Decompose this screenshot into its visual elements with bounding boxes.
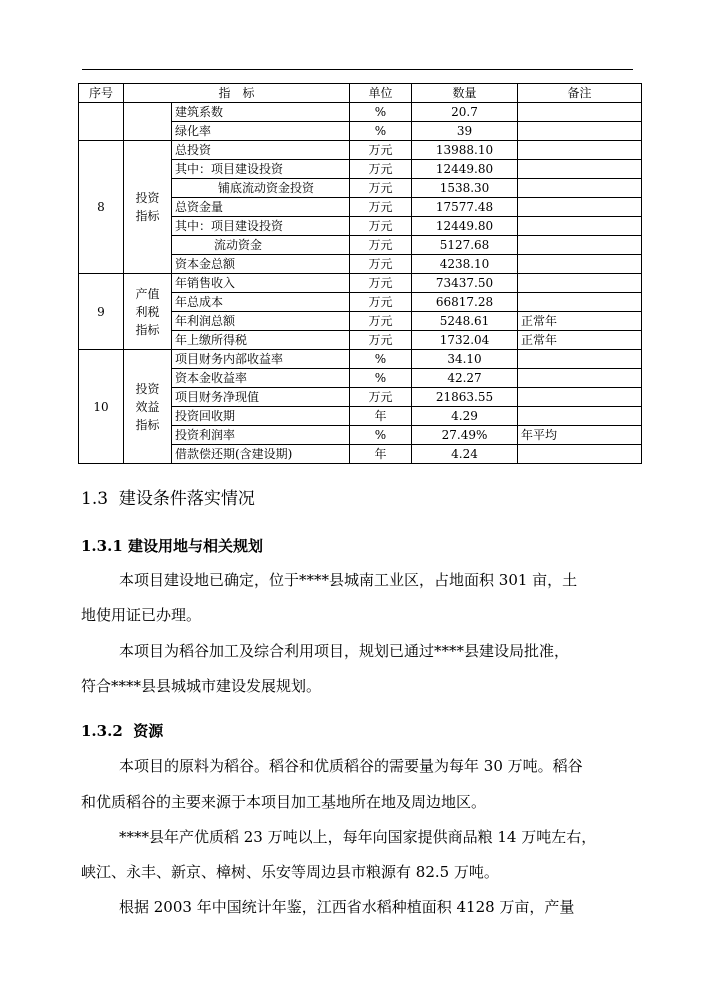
indicator-cell: 年销售收入 (172, 274, 350, 293)
note-cell: 年平均 (518, 426, 642, 445)
indicator-cell: 年总成本 (172, 293, 350, 312)
paragraph-line: 和优质稻谷的主要来源于本项目加工基地所在地及周边地区。 (81, 793, 487, 811)
section-heading-1-3: 1.3 建设条件落实情况 (81, 489, 255, 509)
quantity-cell: 5248.61 (412, 312, 518, 331)
note-cell (518, 293, 642, 312)
indicator-table (78, 83, 642, 464)
paragraph-line: 本项目的原料为稻谷。稻谷和优质稻谷的需要量为每年 30 万吨。稻谷 (119, 757, 583, 775)
indicator-cell: 投资回收期 (172, 407, 350, 426)
quantity-cell: 4238.10 (412, 255, 518, 274)
indicator-cell: 投资利润率 (172, 426, 350, 445)
note-cell (518, 217, 642, 236)
indicator-cell: 总资金量 (172, 198, 350, 217)
unit-cell: 万元 (350, 179, 412, 198)
section-heading-1-3-1: 1.3.1 建设用地与相关规划 (81, 537, 264, 555)
indicator-cell: 流动资金 (172, 236, 350, 255)
table-row (79, 103, 642, 122)
group-number: 10 (79, 350, 124, 464)
note-cell (518, 179, 642, 198)
note-cell: 正常年 (518, 312, 642, 331)
paragraph-line: 峡江、永丰、新京、樟树、乐安等周边县市粮源有 82.5 万吨。 (81, 863, 499, 881)
note-cell (518, 369, 642, 388)
note-cell (518, 255, 642, 274)
quantity-cell: 12449.80 (412, 217, 518, 236)
indicator-cell: 年利润总额 (172, 312, 350, 331)
unit-cell: 万元 (350, 160, 412, 179)
quantity-cell: 39 (412, 122, 518, 141)
quantity-cell: 42.27 (412, 369, 518, 388)
unit-cell: 万元 (350, 312, 412, 331)
unit-cell: 万元 (350, 274, 412, 293)
header-quantity: 数量 (412, 84, 518, 103)
unit-cell: 万元 (350, 293, 412, 312)
paragraph-line: ****县年产优质稻 23 万吨以上，每年向国家提供商品粮 14 万吨左右， (119, 828, 597, 846)
unit-cell: % (350, 426, 412, 445)
quantity-cell: 73437.50 (412, 274, 518, 293)
indicator-cell: 项目财务内部收益率 (172, 350, 350, 369)
unit-cell: % (350, 103, 412, 122)
unit-cell: % (350, 369, 412, 388)
unit-cell: 万元 (350, 388, 412, 407)
paragraph-line: 根据 2003 年中国统计年鉴，江西省水稻种植面积 4128 万亩，产量 (119, 898, 575, 916)
header-rule (82, 69, 633, 70)
note-cell (518, 350, 642, 369)
note-cell (518, 236, 642, 255)
indicator-cell: 总投资 (172, 141, 350, 160)
group-category: 产值 利税 指标 (124, 274, 172, 350)
unit-cell: 万元 (350, 141, 412, 160)
quantity-cell: 4.29 (412, 407, 518, 426)
note-cell (518, 388, 642, 407)
unit-cell: % (350, 350, 412, 369)
quantity-cell: 4.24 (412, 445, 518, 464)
unit-cell: 年 (350, 407, 412, 426)
table-header-row (79, 84, 642, 103)
indicator-cell: 资本金总额 (172, 255, 350, 274)
quantity-cell: 1538.30 (412, 179, 518, 198)
indicator-cell: 绿化率 (172, 122, 350, 141)
unit-cell: 万元 (350, 236, 412, 255)
indicator-cell: 其中：项目建设投资 (172, 217, 350, 236)
group-category: 投资 指标 (124, 141, 172, 274)
note-cell (518, 122, 642, 141)
unit-cell: 万元 (350, 255, 412, 274)
note-cell (518, 445, 642, 464)
quantity-cell: 27.49% (412, 426, 518, 445)
indicator-cell: 建筑系数 (172, 103, 350, 122)
quantity-cell: 20.7 (412, 103, 518, 122)
note-cell (518, 407, 642, 426)
indicator-cell: 铺底流动资金投资 (172, 179, 350, 198)
note-cell (518, 160, 642, 179)
quantity-cell: 21863.55 (412, 388, 518, 407)
indicator-cell: 年上缴所得税 (172, 331, 350, 350)
quantity-cell: 1732.04 (412, 331, 518, 350)
section-heading-1-3-2: 1.3.2 资源 (81, 722, 164, 740)
indicator-cell: 借款偿还期(含建设期) (172, 445, 350, 464)
group-number: 8 (79, 141, 124, 274)
note-cell: 正常年 (518, 331, 642, 350)
group-number: 9 (79, 274, 124, 350)
note-cell (518, 274, 642, 293)
group-category: 投资 效益 指标 (124, 350, 172, 464)
unit-cell: % (350, 122, 412, 141)
indicator-cell: 资本金收益率 (172, 369, 350, 388)
paragraph-line: 地使用证已办理。 (81, 606, 202, 624)
header-seq: 序号 (79, 84, 124, 103)
unit-cell: 万元 (350, 217, 412, 236)
quantity-cell: 12449.80 (412, 160, 518, 179)
note-cell (518, 141, 642, 160)
paragraph-line: 符合****县县城城市建设发展规划。 (81, 677, 322, 695)
quantity-cell: 13988.10 (412, 141, 518, 160)
unit-cell: 年 (350, 445, 412, 464)
note-cell (518, 103, 642, 122)
table-row (79, 141, 642, 160)
header-unit: 单位 (350, 84, 412, 103)
paragraph-line: 本项目建设地已确定，位于****县城南工业区，占地面积 301 亩，土 (119, 571, 578, 589)
quantity-cell: 17577.48 (412, 198, 518, 217)
quantity-cell: 5127.68 (412, 236, 518, 255)
table-row (79, 350, 642, 369)
unit-cell: 万元 (350, 198, 412, 217)
quantity-cell: 34.10 (412, 350, 518, 369)
note-cell (518, 198, 642, 217)
table-row (79, 274, 642, 293)
quantity-cell: 66817.28 (412, 293, 518, 312)
paragraph-line: 本项目为稻谷加工及综合利用项目，规划已通过****县建设局批准， (119, 642, 570, 660)
header-note: 备注 (518, 84, 642, 103)
indicator-cell: 其中：项目建设投资 (172, 160, 350, 179)
unit-cell: 万元 (350, 331, 412, 350)
indicator-cell: 项目财务净现值 (172, 388, 350, 407)
header-indicator: 指 标 (124, 84, 350, 103)
